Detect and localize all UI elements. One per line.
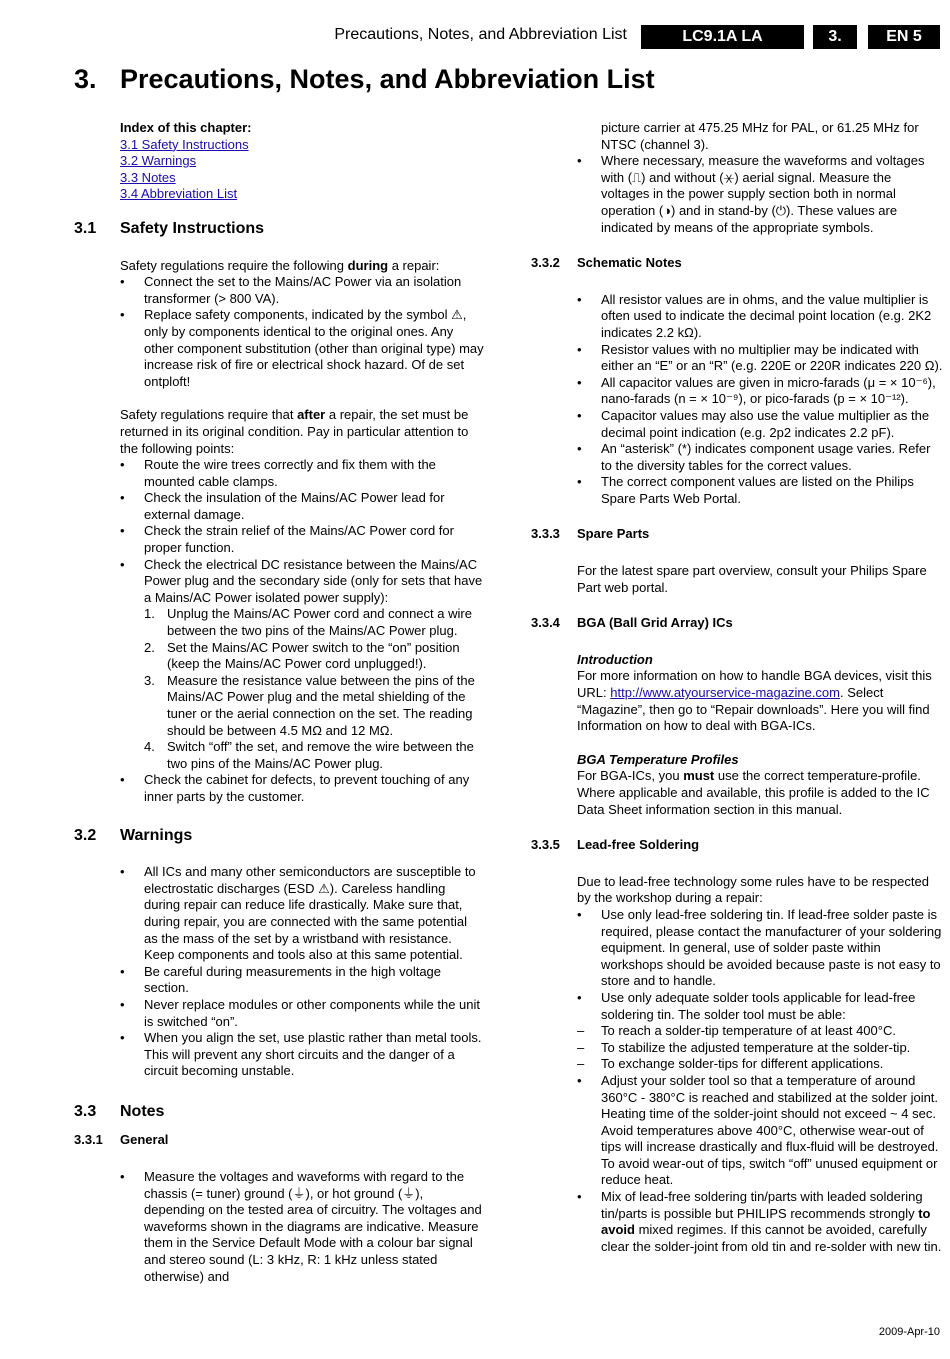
text-run: a repair:: [388, 257, 440, 273]
list-item: • Replace safety components, indicated by the symbol ⚠, only by components identical to the original ones. Any other component substitution (other than original type) may increase risk of fire or electrical shock hazard. Of de set ontploft!: [120, 307, 484, 390]
chapter-title-text: Precautions, Notes, and Abbreviation List: [120, 64, 655, 94]
section-heading-safety: [74, 221, 484, 238]
step-number: 1.: [144, 606, 155, 622]
dash-item: – To stabilize the adjusted temperature at the solder-tip.: [577, 1040, 943, 1057]
subsection-title: BGA (Ball Grid Array) ICs: [577, 615, 733, 631]
section-heading-notes: [74, 1104, 484, 1121]
list-item: • All resistor values are in ohms, and the value multiplier is often used to indicate the decimal point location (e.g. 2K2 indicates 2.2 kΩ).: [577, 292, 943, 342]
index-link-warnings[interactable]: 3.2 Warnings: [120, 153, 197, 169]
section-number: 3.3: [74, 1102, 97, 1120]
list-item: • All ICs and many other semiconductors are susceptible to electrostatic discharges (ESD ⚠). Careless handling during repair can reduce life drastically. Make sure that, during repair, you are connected with the same potential as the mass of the set by a wristband with resistance. Keep components and tools also at this same potential.: [120, 864, 484, 964]
step-text: Measure the resistance value between the pins of the Mains/AC Power plug and the metal shielding of the tuner or the aerial connection on the set. The reading should be between 4.5 MΩ and 12 MΩ.: [167, 672, 475, 738]
subsection-heading-schematic: [531, 255, 943, 272]
section-number: 3.2: [74, 826, 97, 844]
text-run: a repair, the set must be returned in its original condition. Pay in particular attention to the following points:: [120, 407, 469, 456]
bga-section: [531, 652, 943, 818]
list-item: • Check the insulation of the Mains/AC Power lead for external damage.: [120, 490, 484, 523]
lead-free-section: [531, 874, 943, 1256]
list-item: [577, 990, 943, 1073]
section-title: Warnings: [120, 826, 193, 844]
text-run: Safety regulations require that: [120, 407, 298, 423]
step-item: [120, 739, 484, 772]
list-item: • When you align the set, use plastic rather than metal tools. This will prevent any short circuits and the danger of a circuit becoming unstable.: [120, 1030, 484, 1080]
model-badge: LC9.1A LA: [641, 25, 804, 49]
list-item-continued: picture carrier at 475.25 MHz for PAL, or 61.25 MHz for NTSC (channel 3).: [601, 120, 919, 152]
during-list: [120, 274, 484, 390]
resistance-steps: [120, 606, 484, 772]
list-item: • Resistor values with no multiplier may be indicated with either an “E” or an “R” (e.g. 220E or 220R indicates 220 Ω).: [577, 342, 943, 375]
subsection-title: General: [120, 1132, 169, 1148]
section-heading-warnings: [74, 828, 484, 845]
step-item: [120, 640, 484, 673]
subsection-title: Lead-free Soldering: [577, 837, 700, 853]
index-heading: Index of this chapter:: [120, 120, 252, 135]
subsection-number: 3.3.2: [531, 255, 560, 271]
text-run: For BGA-ICs, you: [577, 768, 684, 784]
left-column: [74, 120, 484, 1285]
step-number: 4.: [144, 739, 155, 755]
list-item: • Adjust your solder tool so that a temperature of around 360°C - 380°C is reached and stabilized at the solder joint. Heating time of the solder-joint should not exceed ~ 4 sec. Avoid temperatures above 400°C, otherwise wear-out of tips will increase drastically and flux-fluid will be destroyed. To avoid wear-out of tips, switch “off” unused equipment or reduce heat.: [577, 1073, 943, 1189]
subsection-number: 3.3.3: [531, 526, 560, 542]
running-header-title: Precautions, Notes, and Abbreviation List: [334, 26, 627, 43]
subsection-title: Schematic Notes: [577, 255, 682, 271]
section-title: Safety Instructions: [120, 219, 265, 237]
intro-heading: Introduction: [577, 651, 653, 667]
list-item: • Connect the set to the Mains/AC Power via an isolation transformer (> 800 VA).: [120, 274, 484, 307]
bga-temp-text: [577, 768, 943, 818]
list-item: • Check the electrical DC resistance between the Mains/AC Power plug and the secondary side (only for sets that have a Mains/AC Power isolated power supply):: [120, 557, 484, 607]
list-item: • All capacitor values are given in micro-farads (μ = × 10⁻⁶), nano-farads (n = × 10⁻⁹), or pico-farads (p = × 10⁻¹²).: [577, 375, 943, 408]
text-run: Mix of lead-free soldering tin/parts with leaded soldering tin/parts is possible but PHILIPS recommends strongly: [601, 1189, 923, 1221]
subsection-heading-spare-parts: [531, 526, 943, 543]
chapter-badge: 3.: [813, 25, 857, 49]
list-item: • An “asterisk” (*) indicates component usage varies. Refer to the diversity tables for the correct values.: [577, 441, 943, 474]
dash-item: – To reach a solder-tip temperature of at least 400°C.: [577, 1023, 943, 1040]
text-run: mixed regimes. If this cannot be avoided, carefully clear the solder-joint from old tin and re-solder with new tin.: [601, 1222, 942, 1254]
section-title: Notes: [120, 1102, 165, 1120]
schematic-list: [577, 292, 943, 508]
subsection-number: 3.3.5: [531, 837, 560, 853]
right-column: [531, 120, 943, 1255]
list-item: • Never replace modules or other components while the unit is switched “on”.: [120, 997, 484, 1030]
index-link-abbreviations[interactable]: 3.4 Abbreviation List: [120, 186, 238, 202]
subsection-number: 3.3.1: [74, 1132, 103, 1148]
step-number: 3.: [144, 672, 155, 688]
list-item: • Where necessary, measure the waveforms and voltages with (⎍) and without (⚹) aerial signal. Measure the voltages in the power supply section both in normal operation (◑) and in stand-by (⏻). These values are indicated by means of the appropriate symbols.: [577, 153, 943, 236]
step-text: Unplug the Mains/AC Power cord and connect a wire between the two pins of the Mains/AC Power plug.: [167, 606, 472, 639]
text-run: . Select “Magazine”, then go to “Repair downloads”. Here you will find Information on how to deal with BGA-ICs.: [577, 685, 930, 734]
solder-tool-requirements: [577, 1023, 943, 1073]
page-number-badge: EN 5: [868, 25, 940, 49]
chapter-number: 3.: [74, 64, 97, 94]
index-link-notes[interactable]: 3.3 Notes: [120, 169, 176, 185]
step-item: [120, 673, 484, 739]
general-notes: [74, 1169, 484, 1285]
list-item: • The correct component values are listed on the Philips Spare Parts Web Portal.: [577, 474, 943, 507]
general-list-cont: [577, 120, 943, 236]
dash-item: – To exchange solder-tips for different applications.: [577, 1056, 943, 1073]
step-item: [120, 606, 484, 639]
text-run: Safety regulations require the following: [120, 257, 348, 273]
list-item: • Be careful during measurements in the high voltage section.: [120, 964, 484, 997]
text-run: use the correct temperature-profile. Where applicable and available, this profile is added to the IC Data Sheet information section in this manual.: [577, 768, 930, 817]
emphasis: during: [347, 257, 389, 273]
warnings: [74, 864, 484, 1080]
after-list: [120, 457, 484, 606]
schematic-notes: [531, 292, 943, 508]
list-item: [577, 1189, 943, 1255]
general-notes-cont: [531, 120, 943, 236]
step-number: 2.: [144, 639, 155, 655]
emphasis: after: [297, 407, 326, 423]
after-list-end: [120, 772, 484, 805]
step-text: Switch “off” the set, and remove the wire between the two pins of the Mains/AC Power plug.: [167, 739, 474, 771]
general-list: [120, 1169, 484, 1285]
subsection-title: Spare Parts: [577, 526, 650, 542]
lead-free-intro: Due to lead-free technology some rules have to be respected by the workshop during a repair:: [577, 873, 929, 906]
subsection-heading-lead-free: [531, 837, 943, 854]
intro-text: [577, 668, 943, 734]
subsection-number: 3.3.4: [531, 615, 560, 631]
safety-instructions: [74, 258, 484, 806]
lead-free-list: [577, 907, 943, 1255]
spare-parts: [531, 563, 943, 596]
footer-date: 2009-Apr-10: [878, 1326, 940, 1338]
chapter-title: [74, 64, 655, 95]
spare-parts-text: For the latest spare part overview, consult your Philips Spare Part web portal.: [577, 563, 927, 595]
list-item: • Measure the voltages and waveforms with regard to the chassis (= tuner) ground (⏚), or hot ground (⏚), depending on the tested area of circuitry. The voltages and waveforms shown in the diagrams are indicative. Measure them in the Service Default Mode with a colour bar signal and stereo sound (L: 3 kHz, R: 1 kHz unless stated otherwise) and: [120, 1169, 484, 1285]
section-number: 3.1: [74, 219, 97, 237]
during-intro: [120, 258, 484, 275]
text-run: For more information on how to handle BGA devices, visit this URL:: [577, 668, 932, 701]
list-item: • Check the strain relief of the Mains/AC Power cord for proper function.: [120, 523, 484, 556]
chapter-index: [74, 120, 484, 203]
list-item: • Capacitor values may also use the value multiplier as the decimal point indication (e.g. 2p2 indicates 2.2 pF).: [577, 408, 943, 441]
magazine-link[interactable]: http://www.atyourservice-magazine.com: [610, 685, 840, 701]
bga-temp-heading: BGA Temperature Profiles: [577, 751, 739, 767]
after-intro: [120, 407, 484, 457]
step-text: Set the Mains/AC Power switch to the “on” position (keep the Mains/AC Power cord unplugged!).: [167, 639, 460, 672]
list-item: • Use only lead-free soldering tin. If lead-free solder paste is required, please contact the manufacturer of your soldering equipment. In general, use of solder paste within workshops should be avoided because paste is not easy to store and to handle.: [577, 907, 943, 990]
subsection-heading-bga: [531, 615, 943, 632]
index-link-safety[interactable]: 3.1 Safety Instructions: [120, 136, 249, 152]
subsection-heading-general: [74, 1132, 484, 1149]
list-item-text: Use only adequate solder tools applicable for lead-free soldering tin. The solder tool must be able:: [601, 989, 916, 1022]
list-item: • Check the cabinet for defects, to prevent touching of any inner parts by the customer.: [120, 772, 484, 805]
emphasis: to avoid: [601, 1205, 931, 1238]
emphasis: must: [683, 768, 715, 784]
warnings-list: [120, 864, 484, 1080]
list-item: • Route the wire trees correctly and fix them with the mounted cable clamps.: [120, 457, 484, 490]
